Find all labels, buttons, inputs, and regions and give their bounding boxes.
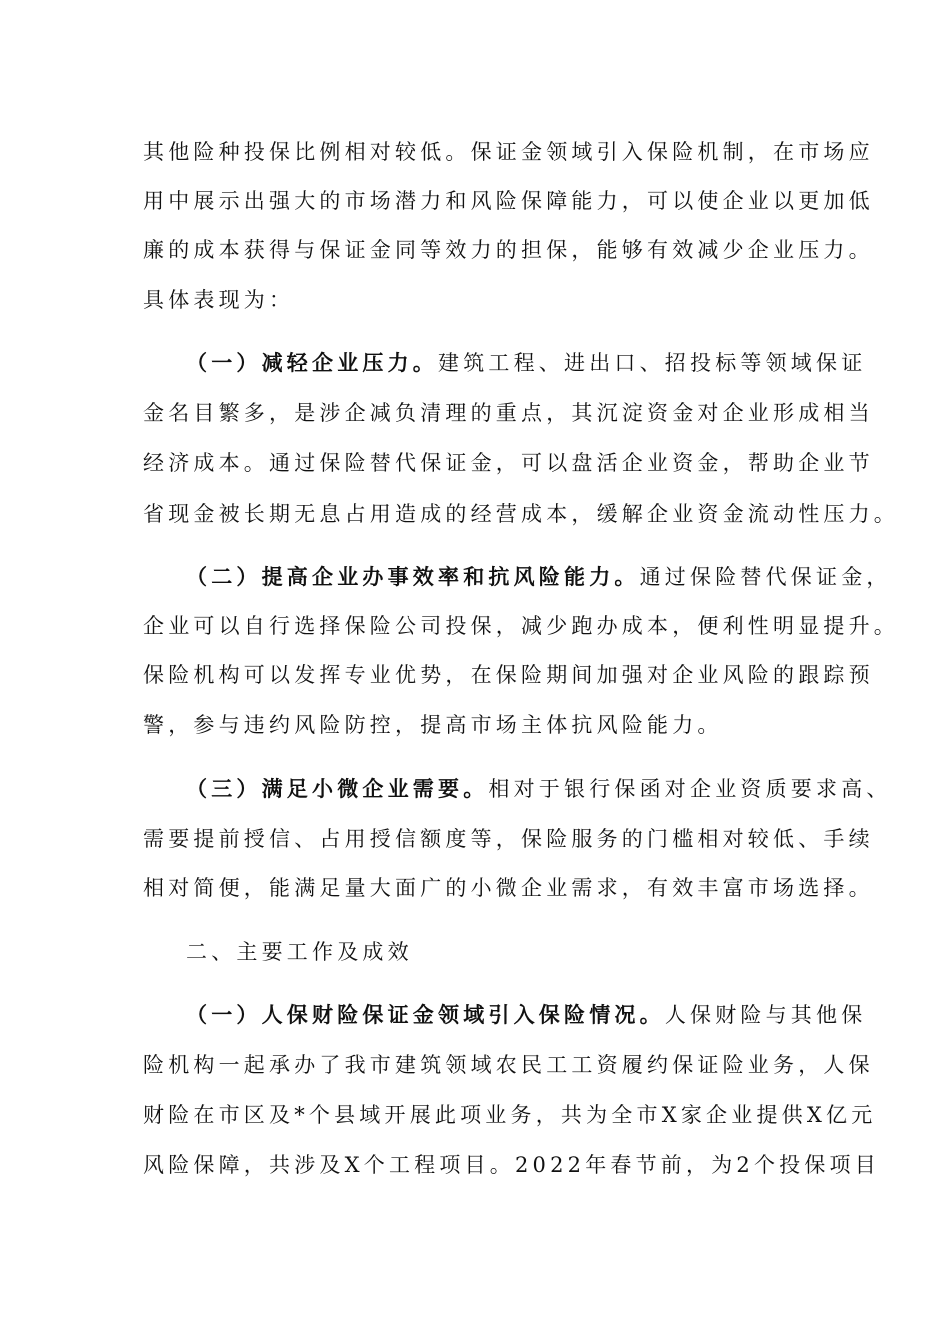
body-line: 财险在市区及*个县域开展此项业务，共为全市X家企业提供X亿元 [143, 1103, 877, 1127]
paragraph-first-line: （二）提高企业办事效率和抗风险能力。通过保险替代保证金， [186, 564, 892, 589]
section-heading: （二）提高企业办事效率和抗风险能力。 [186, 564, 640, 589]
body-line: 经济成本。通过保险替代保证金，可以盘活企业资金，帮助企业节 [143, 451, 874, 475]
body-line: 廉的成本获得与保证金同等效力的担保，能够有效减少企业压力。 [143, 238, 874, 262]
paragraph-first-line: （一）人保财险保证金领域引入保险情况。人保财险与其他保 [186, 1002, 867, 1027]
body-line: 其他险种投保比例相对较低。保证金领域引入保险机制，在市场应 [143, 140, 874, 164]
body-line: 险机构一起承办了我市建筑领域农民工工资履约保证险业务，人保 [143, 1053, 874, 1077]
body-line: 需要提前授信、占用授信额度等，保险服务的门槛相对较低、手续 [143, 827, 874, 851]
section-heading: （一）减轻企业压力。 [186, 350, 438, 375]
paragraph-first-line: （三）满足小微企业需要。相对于银行保函对企业资质要求高、 [186, 776, 892, 801]
body-line: 金名目繁多，是涉企减负清理的重点，其沉淀资金对企业形成相当 [143, 401, 874, 425]
body-line: 相对简便，能满足量大面广的小微企业需求，有效丰富市场选择。 [143, 876, 874, 900]
section-heading: （三）满足小微企业需要。 [186, 776, 489, 801]
section-heading: （一）人保财险保证金领域引入保险情况。 [186, 1002, 665, 1027]
body-line: 省现金被长期无息占用造成的经营成本，缓解企业资金流动性压力。 [143, 502, 899, 526]
body-line: 具体表现为： [143, 288, 295, 312]
paragraph-first-line: （一）减轻企业压力。建筑工程、进出口、招投标等领域保证 [186, 350, 867, 375]
chapter-heading: 二、主要工作及成效 [186, 940, 413, 964]
body-line: 用中展示出强大的市场潜力和风险保障能力，可以使企业以更加低 [143, 189, 874, 213]
body-line: 警，参与违约风险防控，提高市场主体抗风险能力。 [143, 713, 723, 737]
body-line: 风险保障，共涉及X个工程项目。2022年春节前，为2个投保项目 [143, 1153, 880, 1177]
body-line: 企业可以自行选择保险公司投保，减少跑办成本，便利性明显提升。 [143, 614, 899, 638]
body-line: 保险机构可以发挥专业优势，在保险期间加强对企业风险的跟踪预 [143, 663, 874, 687]
